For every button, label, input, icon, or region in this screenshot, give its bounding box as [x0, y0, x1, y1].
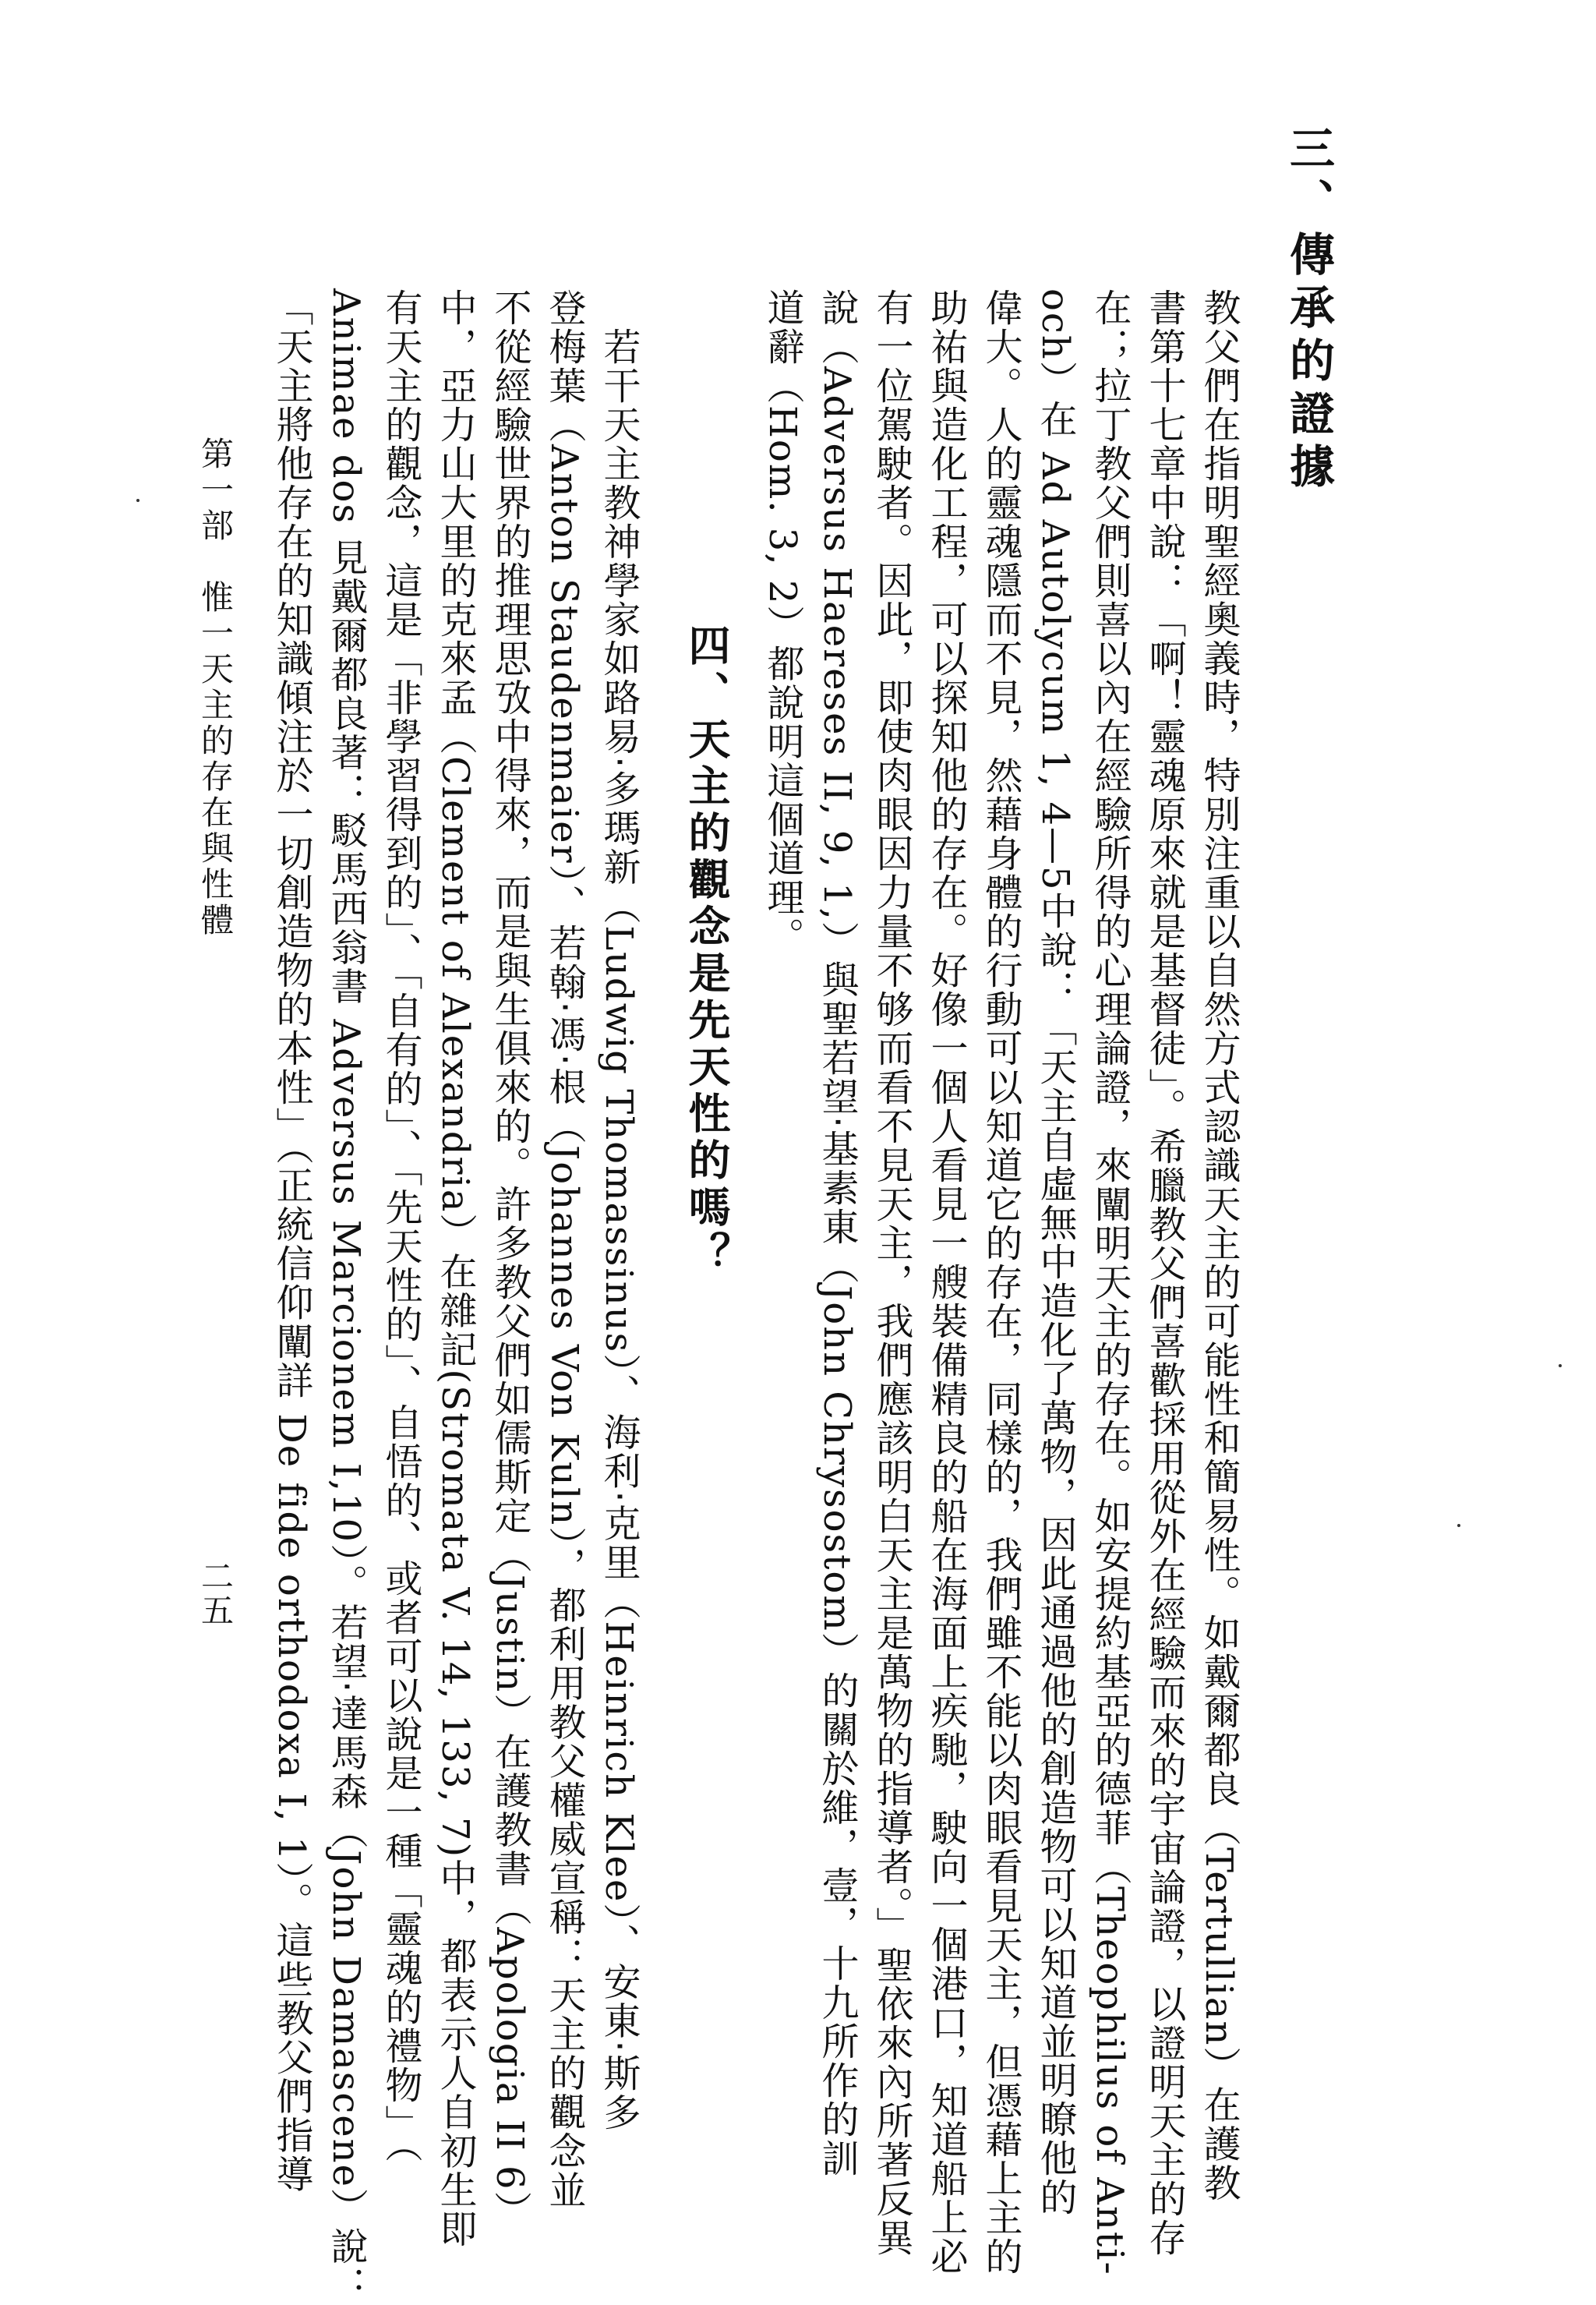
section-three-line-1: 教父們在指明聖經奧義時，特別注重以自然方式認識天主的可能性和簡易性。如戴爾都良（Tertullian）在護教 [1197, 288, 1241, 2203]
scan-speck [1559, 1364, 1562, 1367]
section-three-line-5: 偉大。人的靈魂隱而不見，然藉身體的行動可以知道它的存在，同樣的，我們雖不能以肉眼看見天主，但憑藉上主的 [979, 288, 1022, 2276]
section-three-line-8: 說（Adversus Haereses II, 9, 1,）與聖若望‧基素東（John Chrysostom）的關於維，壹，十九所作的訓 [815, 288, 859, 2178]
page-number: 二五 [196, 1559, 235, 1628]
section-three-line-4: och）在 Ad Autolycum 1, 4—5中說：「天主自虛無中造化了萬物，因此通過他的創造物可以知道並明瞭他的 [1033, 288, 1077, 2217]
section-three-line-2: 書第十七章中說：「啊！靈魂原來就是基督徒」。希臘教父們喜歡採用從外在經驗而來的宇宙論證，以證明天主的存 [1142, 288, 1186, 2257]
scan-speck [1457, 1524, 1460, 1527]
section-four-line-6: Animae dos 見戴爾都良著：駁馬西翁書 Adversus Marcionem I,10）。若望‧達馬森（John Damascene）說： [324, 288, 368, 2305]
section-four-line-2: 登梅葉（Anton Staudenmaier）、若翰‧馮‧根（Johannes Von Kuln），都利用教父權威宣稱：天主的觀念並 [542, 288, 586, 2210]
section-four-line-1: 若干天主教神學家如路易‧多瑪新（Ludwig Thomassinus）、海利‧克里（Heinrich Klee）、安東‧斯多 [597, 327, 641, 2132]
section-four-heading: 四、天主的觀念是先天性的嗎？ [682, 624, 732, 1278]
section-three-line-3: 在；拉丁教父們則喜以內在經驗所得的心理論證，來闡明天主的存在。如安提約基亞的德菲（Theophilus of Anti- [1088, 288, 1132, 2276]
section-three-heading: 三、傳承的證據 [1282, 125, 1335, 496]
running-title: 第一部 惟一天主的存在與性體 [196, 437, 235, 939]
scan-speck [136, 499, 139, 502]
section-four-line-5: 有天主的觀念，這是「非學習得到的」、「自有的」、「先天性的」、自悟的、或者可以說是一種「靈魂的禮物」（ [379, 288, 422, 2164]
section-four-line-3: 不從經驗世界的推理思攷中得來，而是與生俱來的。許多教父們如儒斯定（Justin）在護教書（Apologia II 6） [488, 288, 531, 2230]
section-three-line-6: 助祐與造化工程，可以探知他的存在。好像一個人看見一艘裝備精良的船在海面上疾馳，駛向一個港口，知道船上必 [924, 288, 968, 2276]
section-four-line-4: 中，亞力山大里的克來孟（Clement of Alexandria）在雜記(Stromata V. 14, 133, 7)中，都表示人自初生即 [433, 288, 477, 2249]
section-three-line-9: 道辭（Hom. 3, 2）都說明這個道理。 [761, 288, 804, 956]
section-three-line-7: 有一位駕駛者。因此，即使肉眼因力量不够而看不見天主，我們應該明白天主是萬物的指導者。」聖依來內所著反異 [870, 288, 913, 2257]
section-four-line-7: 「天主將他存在的知識傾注於一切創造物的本性」（正統信仰闡詳 De fide orthodoxa I, 1）。這些教父們指導 [270, 288, 313, 2194]
